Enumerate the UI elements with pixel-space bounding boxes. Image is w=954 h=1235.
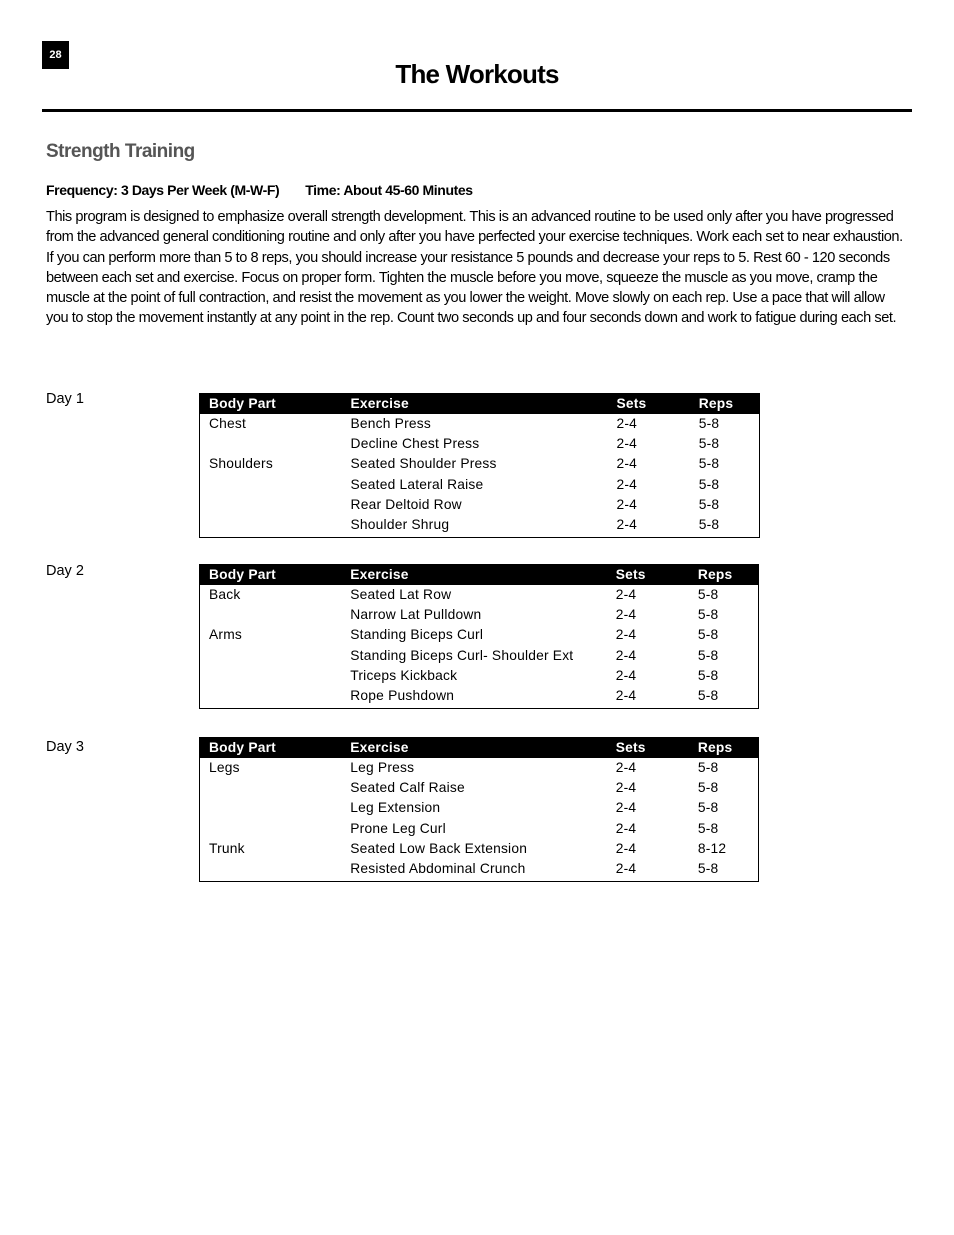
sets-cell: 2-4 bbox=[615, 607, 637, 623]
column-header: Reps bbox=[699, 394, 760, 415]
sets-cell: 2-4 bbox=[615, 760, 637, 775]
body-part-cell bbox=[200, 434, 351, 454]
column-header: Body Part bbox=[200, 738, 351, 759]
reps-cell: 5-8 bbox=[697, 607, 719, 623]
column-header: Reps bbox=[698, 738, 759, 759]
page-title: The Workouts bbox=[395, 59, 559, 89]
sets-cell: 2-4 bbox=[615, 627, 637, 643]
sets-cell: 2-4 bbox=[615, 667, 637, 683]
column-header: Body Part bbox=[200, 394, 351, 415]
exercise-cell: Bench Press bbox=[350, 416, 431, 431]
sets-cell: 2-4 bbox=[615, 587, 637, 602]
table-row bbox=[200, 605, 759, 625]
column-header: Exercise bbox=[350, 738, 615, 759]
reps-cell: 5-8 bbox=[697, 667, 719, 683]
sets-cell: 2-4 bbox=[615, 800, 637, 816]
body-part-cell bbox=[200, 495, 351, 515]
sets-cell: 2-4 bbox=[616, 416, 638, 431]
reps-cell: 5-8 bbox=[697, 861, 719, 877]
column-header: Reps bbox=[698, 565, 759, 586]
workout-table-day-3 bbox=[199, 737, 759, 882]
day-label: Day 3 bbox=[46, 739, 84, 755]
body-part-cell bbox=[200, 778, 351, 798]
exercise-cell: Leg Press bbox=[350, 760, 415, 775]
reps-cell: 5-8 bbox=[698, 436, 720, 452]
reps-cell: 5-8 bbox=[697, 647, 719, 663]
reps-cell: 5-8 bbox=[697, 627, 719, 643]
column-header: Sets bbox=[616, 738, 698, 759]
sets-cell: 2-4 bbox=[616, 496, 638, 512]
body-part-cell: Shoulders bbox=[209, 456, 273, 472]
table-row bbox=[200, 798, 759, 818]
body-part-cell: Trunk bbox=[209, 840, 245, 856]
exercise-cell: Rear Deltoid Row bbox=[350, 496, 462, 512]
reps-cell: 5-8 bbox=[698, 416, 720, 431]
exercise-cell: Rope Pushdown bbox=[350, 688, 455, 704]
table-row bbox=[200, 778, 759, 798]
table-header-row bbox=[200, 738, 759, 759]
sets-cell: 2-4 bbox=[615, 647, 637, 663]
exercise-cell: Standing Biceps Curl- Shoulder Ext bbox=[350, 647, 574, 663]
exercise-cell: Prone Leg Curl bbox=[350, 820, 446, 836]
sets-cell: 2-4 bbox=[615, 840, 637, 856]
exercise-cell: Narrow Lat Pulldown bbox=[350, 607, 482, 623]
page-number: 28 bbox=[42, 41, 69, 69]
workout-table-day-2 bbox=[199, 564, 759, 709]
body-part-cell bbox=[200, 646, 351, 666]
reps-cell: 5-8 bbox=[698, 456, 720, 472]
exercise-cell: Resisted Abdominal Crunch bbox=[350, 861, 526, 877]
exercise-cell: Seated Low Back Extension bbox=[350, 840, 528, 856]
reps-cell: 5-8 bbox=[698, 517, 720, 533]
column-header: Sets bbox=[616, 565, 698, 586]
frequency-text: Frequency: 3 Days Per Week (M-W-F) bbox=[46, 182, 280, 198]
table-row bbox=[200, 859, 759, 882]
reps-cell: 5-8 bbox=[697, 760, 719, 775]
table-row bbox=[200, 839, 759, 859]
time-text: Time: About 45-60 Minutes bbox=[305, 182, 473, 198]
body-part-cell: Legs bbox=[209, 760, 240, 775]
body-part-cell bbox=[200, 686, 351, 709]
reps-cell: 5-8 bbox=[697, 780, 719, 796]
table-header-row bbox=[200, 565, 759, 586]
column-header: Body Part bbox=[200, 565, 351, 586]
table-row bbox=[200, 515, 760, 538]
table-row bbox=[200, 666, 759, 686]
body-part-cell bbox=[200, 859, 351, 882]
table-row bbox=[200, 819, 759, 839]
sets-cell: 2-4 bbox=[616, 436, 638, 452]
exercise-cell: Leg Extension bbox=[350, 800, 441, 816]
intro-paragraph: This program is designed to emphasize overall strength development. This is an advanced routine to be used only after you have progressed from the advanced general conditioning routine and only after you have perfected your exercise techniques. Work each set to near exhaustion. If you can perform more than 5 to 8 reps, you should increase your resistance 5 pounds and decrease your reps to 5. Rest 60 - 120 seconds between each set and exercise. Focus on proper form. Tighten the muscle before you move, squeeze the muscle as you move, cramp the muscle at the point of full contraction, and resist the movement as you lower the weight. Move slowly on each rep. Use a pace that will allow you to stop the movement instantly at any point in the rep. Count two seconds up and four seconds down and work to fatigue during each set. bbox=[46, 209, 903, 327]
exercise-cell: Decline Chest Press bbox=[350, 436, 480, 452]
table-row bbox=[200, 495, 760, 515]
column-header: Exercise bbox=[350, 565, 615, 586]
sets-cell: 2-4 bbox=[615, 688, 637, 704]
table-row bbox=[200, 454, 760, 474]
table-row bbox=[200, 434, 760, 454]
table-row bbox=[200, 475, 760, 495]
body-part-cell bbox=[200, 605, 351, 625]
table-row bbox=[200, 758, 759, 778]
reps-cell: 5-8 bbox=[697, 688, 719, 704]
exercise-cell: Shoulder Shrug bbox=[350, 517, 450, 533]
sets-cell: 2-4 bbox=[615, 780, 637, 796]
reps-cell: 5-8 bbox=[698, 476, 720, 492]
exercise-cell: Standing Biceps Curl bbox=[350, 627, 484, 643]
column-header: Sets bbox=[616, 394, 698, 415]
reps-cell: 5-8 bbox=[698, 496, 720, 512]
body-part-cell: Back bbox=[209, 587, 241, 602]
exercise-cell: Triceps Kickback bbox=[350, 667, 458, 683]
table-row bbox=[200, 646, 759, 666]
table-row bbox=[200, 414, 760, 434]
exercise-cell: Seated Shoulder Press bbox=[350, 456, 497, 472]
sets-cell: 2-4 bbox=[615, 861, 637, 877]
schedule-line bbox=[46, 180, 473, 200]
title-divider bbox=[42, 109, 912, 112]
body-part-cell bbox=[200, 475, 351, 495]
body-part-cell bbox=[200, 798, 351, 818]
section-title: Strength Training bbox=[46, 141, 195, 162]
day-label: Day 1 bbox=[46, 391, 84, 407]
sets-cell: 2-4 bbox=[616, 456, 638, 472]
day-label: Day 2 bbox=[46, 563, 84, 579]
body-part-cell: Chest bbox=[209, 416, 247, 431]
table-row bbox=[200, 625, 759, 645]
table-row bbox=[200, 585, 759, 605]
body-part-cell bbox=[200, 819, 351, 839]
sets-cell: 2-4 bbox=[615, 820, 637, 836]
reps-cell: 5-8 bbox=[697, 800, 719, 816]
body-part-cell bbox=[200, 666, 351, 686]
exercise-cell: Seated Lat Row bbox=[350, 587, 452, 602]
sets-cell: 2-4 bbox=[616, 476, 638, 492]
column-header: Exercise bbox=[351, 394, 617, 415]
reps-cell: 5-8 bbox=[697, 820, 719, 836]
sets-cell: 2-4 bbox=[616, 517, 638, 533]
exercise-cell: Seated Lateral Raise bbox=[350, 476, 484, 492]
workout-table-day-1 bbox=[199, 393, 760, 538]
reps-cell: 8-12 bbox=[697, 840, 727, 856]
table-header-row bbox=[200, 394, 760, 415]
reps-cell: 5-8 bbox=[697, 587, 719, 602]
exercise-cell: Seated Calf Raise bbox=[350, 780, 465, 796]
table-row bbox=[200, 686, 759, 709]
body-part-cell bbox=[200, 515, 351, 538]
body-part-cell: Arms bbox=[209, 627, 242, 643]
